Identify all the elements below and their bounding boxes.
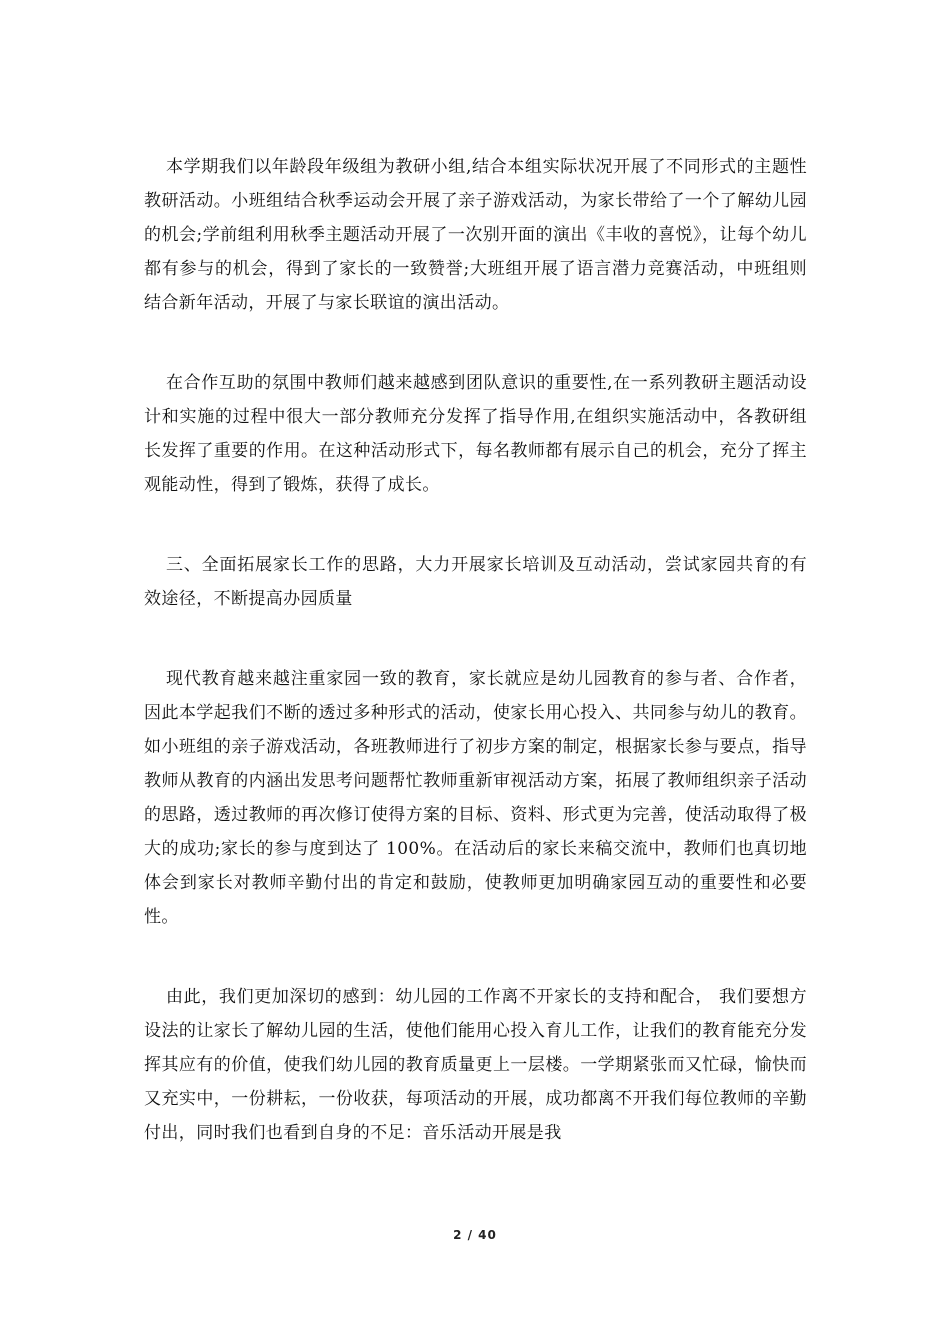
paragraph-home-school-education: 现代教育越来越注重家园一致的教育，家长就应是幼儿园教育的参与者、合作者，因此本学起我们不断的透过多种形式的活动，使家长用心投入、共同参与幼儿的教育。如小班组的亲子游戏活动，各班教师进行了初步方案的制定，根据家长参与要点，指导教师从教育的内涵出发思考问题帮忙教师重新审视活动方案，拓展了教师组织亲子活动的思路，透过教师的再次修订使得方案的目标、资料、形式更为完善，使活动取得了极大的成功;家长的参与度到达了 100%。在活动后的家长来稿交流中，教师们也真切地体会到家长对教师辛勤付出的肯定和鼓励，使教师更加明确家园互动的重要性和必要性。: [144, 669, 807, 927]
paragraph-conclusion: 由此，我们更加深切的感到：幼儿园的工作离不开家长的支持和配合， 我们要想方设法的让家长了解幼儿园的生活，使他们能用心投入育儿工作，让我们的教育能充分发挥其应有的价值，使我们幼儿园的教育质量更上一层楼。一学期紧张而又忙碌，愉快而又充实中，一份耕耘，一份收获，每项活动的开展，成功都离不开我们每位教师的辛勤付出，同时我们也看到自身的不足：音乐活动开展是我: [144, 987, 807, 1143]
document-body: [144, 150, 807, 1150]
page-number: 2 / 40: [453, 1228, 497, 1242]
section-heading-parent-work: 三、全面拓展家长工作的思路，大力开展家长培训及互动活动，尝试家园共育的有效途径，不断提高办园质量: [144, 555, 807, 609]
paragraph-teaching-research-groups: 本学期我们以年龄段年级组为教研小组,结合本组实际状况开展了不同形式的主题性教研活动。小班组结合秋季运动会开展了亲子游戏活动，为家长带给了一个了解幼儿园的机会;学前组利用秋季主题活动开展了一次别开面的演出《丰收的喜悦》，让每个幼儿都有参与的机会，得到了家长的一致赞誉;大班组开展了语言潜力竞赛活动，中班组则结合新年活动，开展了与家长联谊的演出活动。: [144, 157, 807, 313]
paragraph-team-cooperation: 在合作互助的氛围中教师们越来越感到团队意识的重要性,在一系列教研主题活动设计和实施的过程中很大一部分教师充分发挥了指导作用,在组织实施活动中，各教研组长发挥了重要的作用。在这种活动形式下，每名教师都有展示自己的机会，充分了挥主观能动性，得到了锻炼，获得了成长。: [144, 373, 807, 495]
